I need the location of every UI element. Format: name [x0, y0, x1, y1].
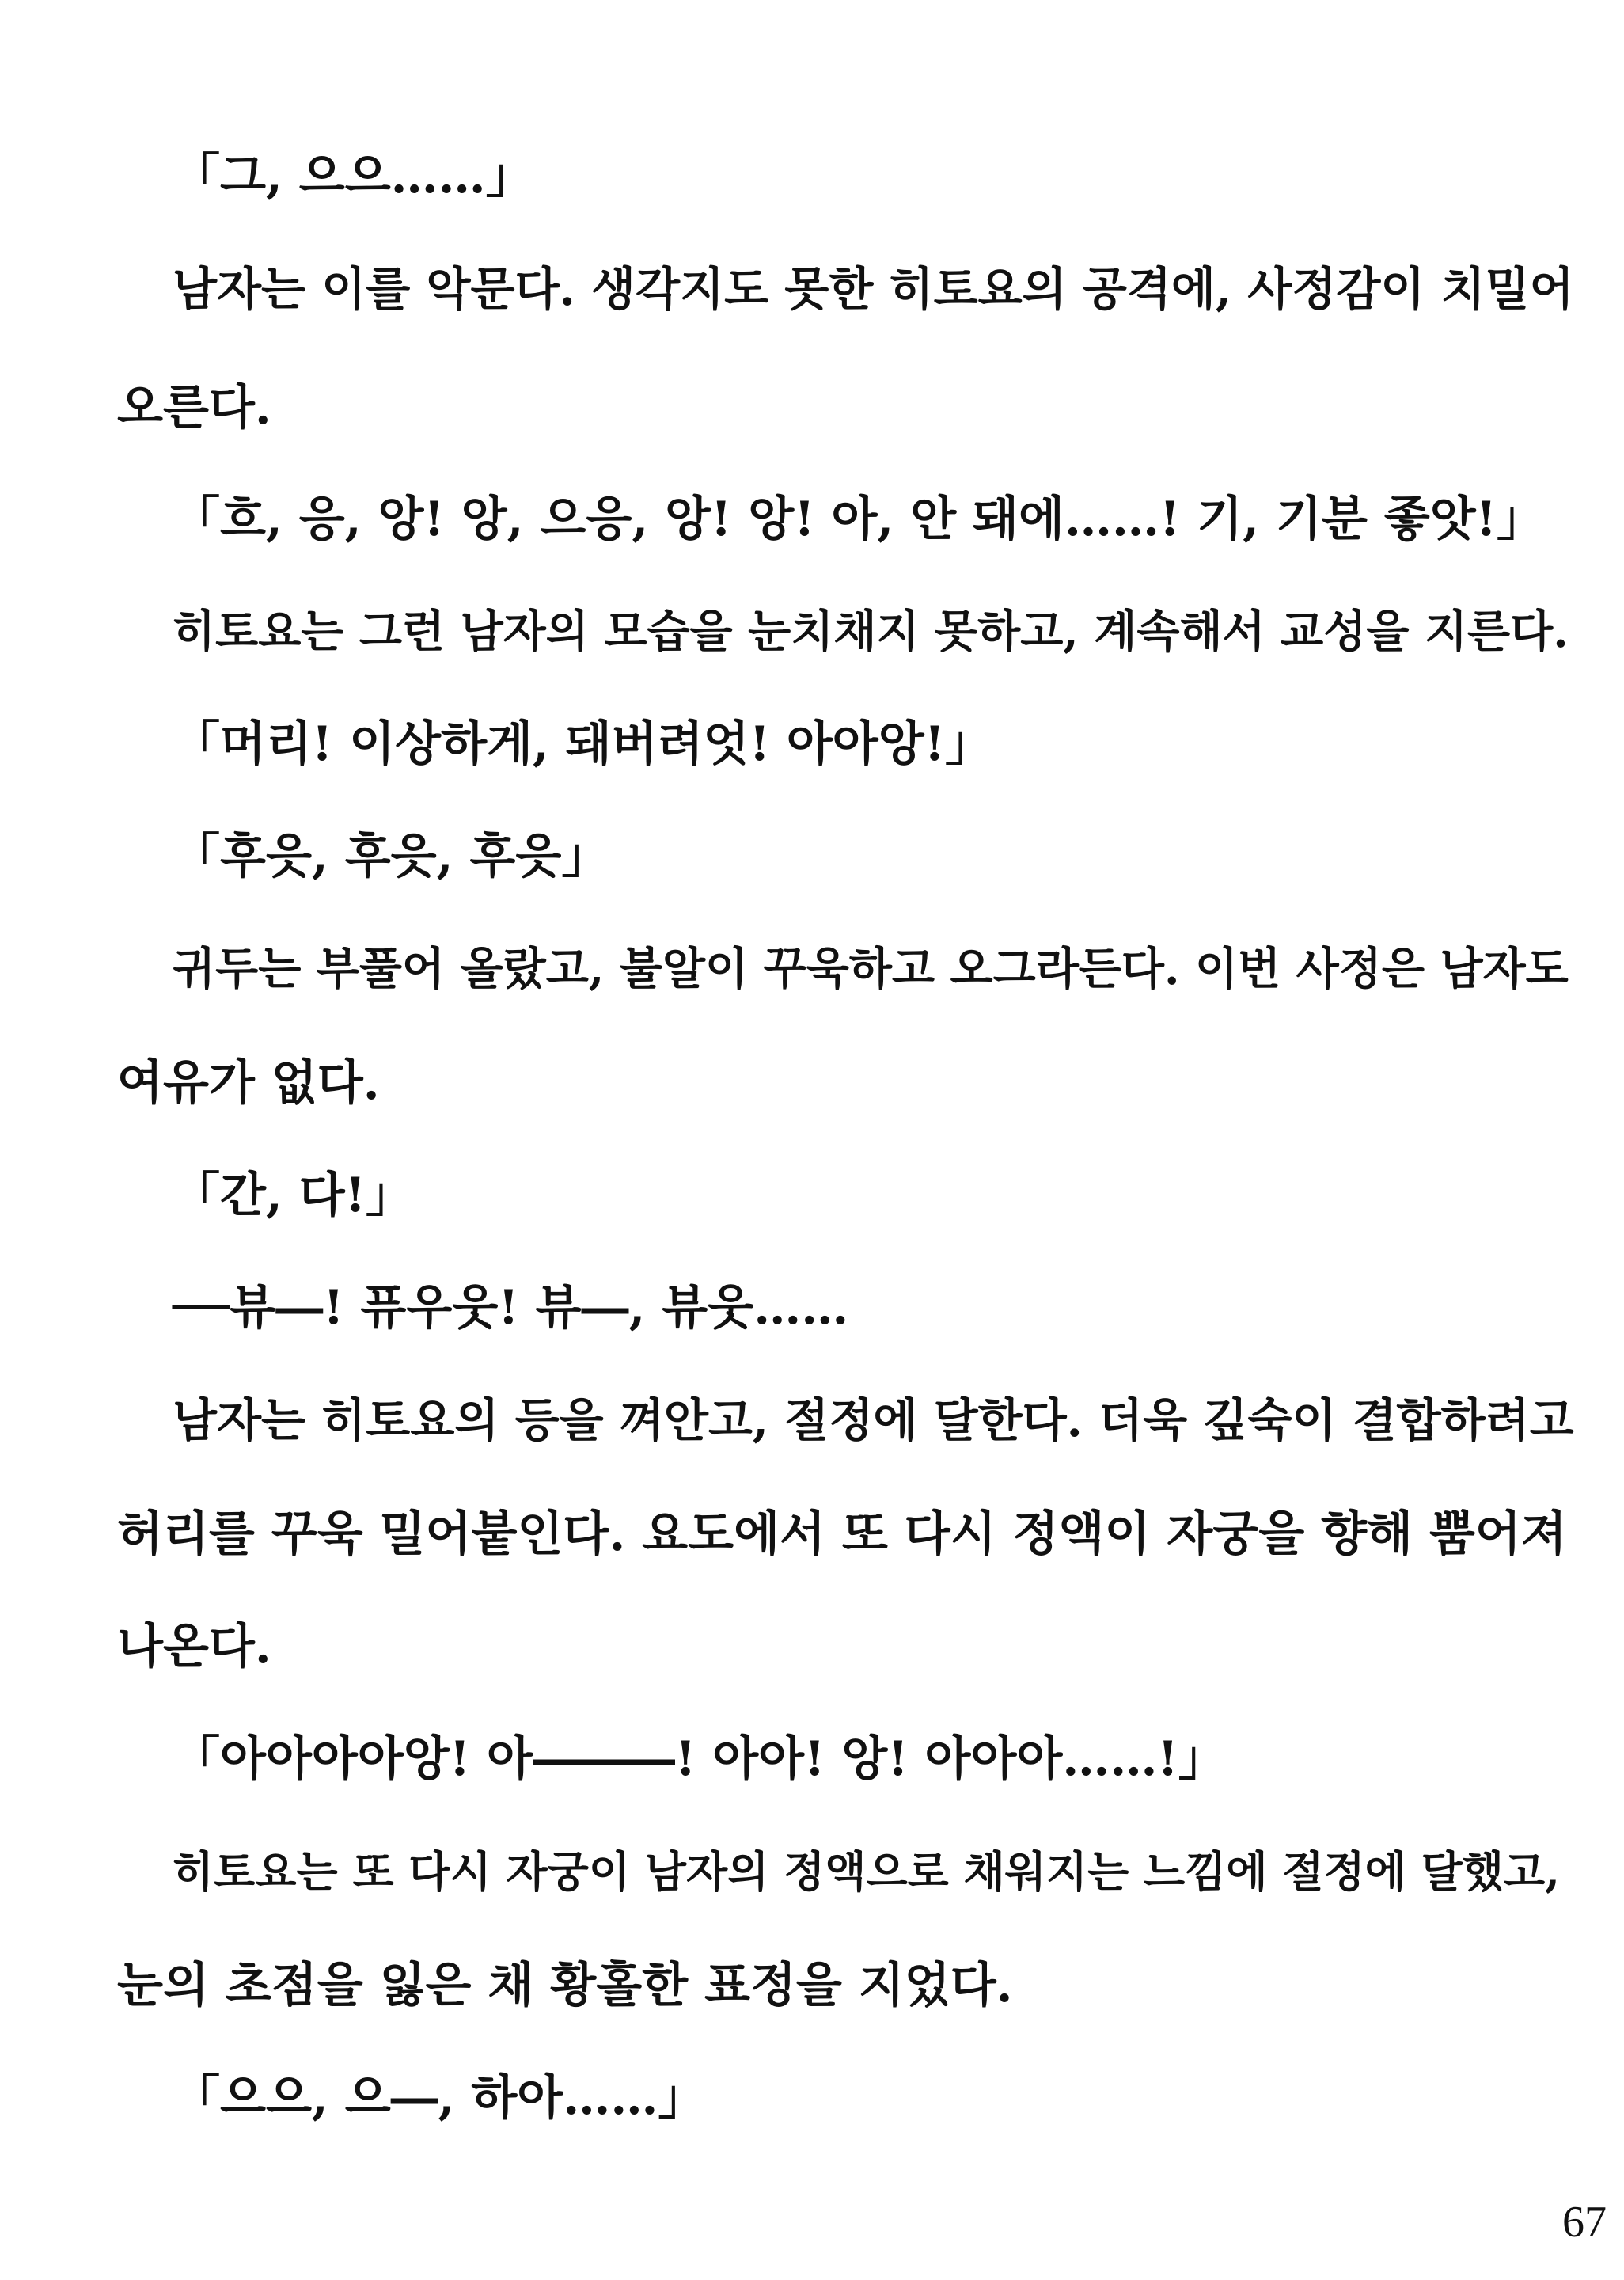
text-line: 「간, 다!」	[173, 1168, 414, 1223]
text-line: 히토요는 또 다시 자궁이 남자의 정액으로 채워지는 느낌에 절정에 달했고,	[173, 1846, 1560, 1897]
text-line: 눈의 초점을 잃은 채 황홀한 표정을 지었다.	[117, 1958, 1013, 2013]
text-line: 남자는 히토요의 등을 껴안고, 절정에 달한다. 더욱 깊숙이 결합하려고	[173, 1393, 1574, 1447]
text-line: 나온다.	[117, 1619, 271, 1674]
text-line: 여유가 없다.	[117, 1055, 380, 1111]
text-line: 「흐, 응, 앙! 앙, 으응, 앙! 앙! 아, 안 돼에……! 기, 기분 좋앗!」	[173, 492, 1545, 547]
text-line: 「머리! 이상하게, 돼버려엇! 아아앙!」	[173, 716, 993, 772]
text-line: 「후읏, 후읏, 후읏」	[173, 829, 609, 884]
text-line: 「아아아아앙! 아―――! 아아! 앙! 아아아……!」	[173, 1731, 1226, 1787]
text-line: 「그, 으으……」	[173, 149, 533, 204]
text-line: 오른다.	[117, 380, 271, 435]
text-line: ──뷰―! 퓨우웃! 뷰―, 뷰웃……	[173, 1280, 849, 1336]
text-line: 남자는 이를 악문다. 생각지도 못한 히토요의 공격에, 사정감이 치밀어	[173, 262, 1574, 316]
text-line: 「으으, 으―, 하아……」	[173, 2070, 706, 2126]
text-line: 허리를 꾸욱 밀어붙인다. 요도에서 또 다시 정액이 자궁을 향해 뿜어져	[117, 1507, 1567, 1562]
text-line: 히토요는 그런 남자의 모습을 눈치채지 못하고, 계속해서 교성을 지른다.	[173, 606, 1569, 658]
page-number: 67	[1562, 2198, 1607, 2247]
text-line: 귀두는 부풀어 올랐고, 불알이 꾸욱하고 오그라든다. 이번 사정은 남자도	[173, 943, 1569, 995]
